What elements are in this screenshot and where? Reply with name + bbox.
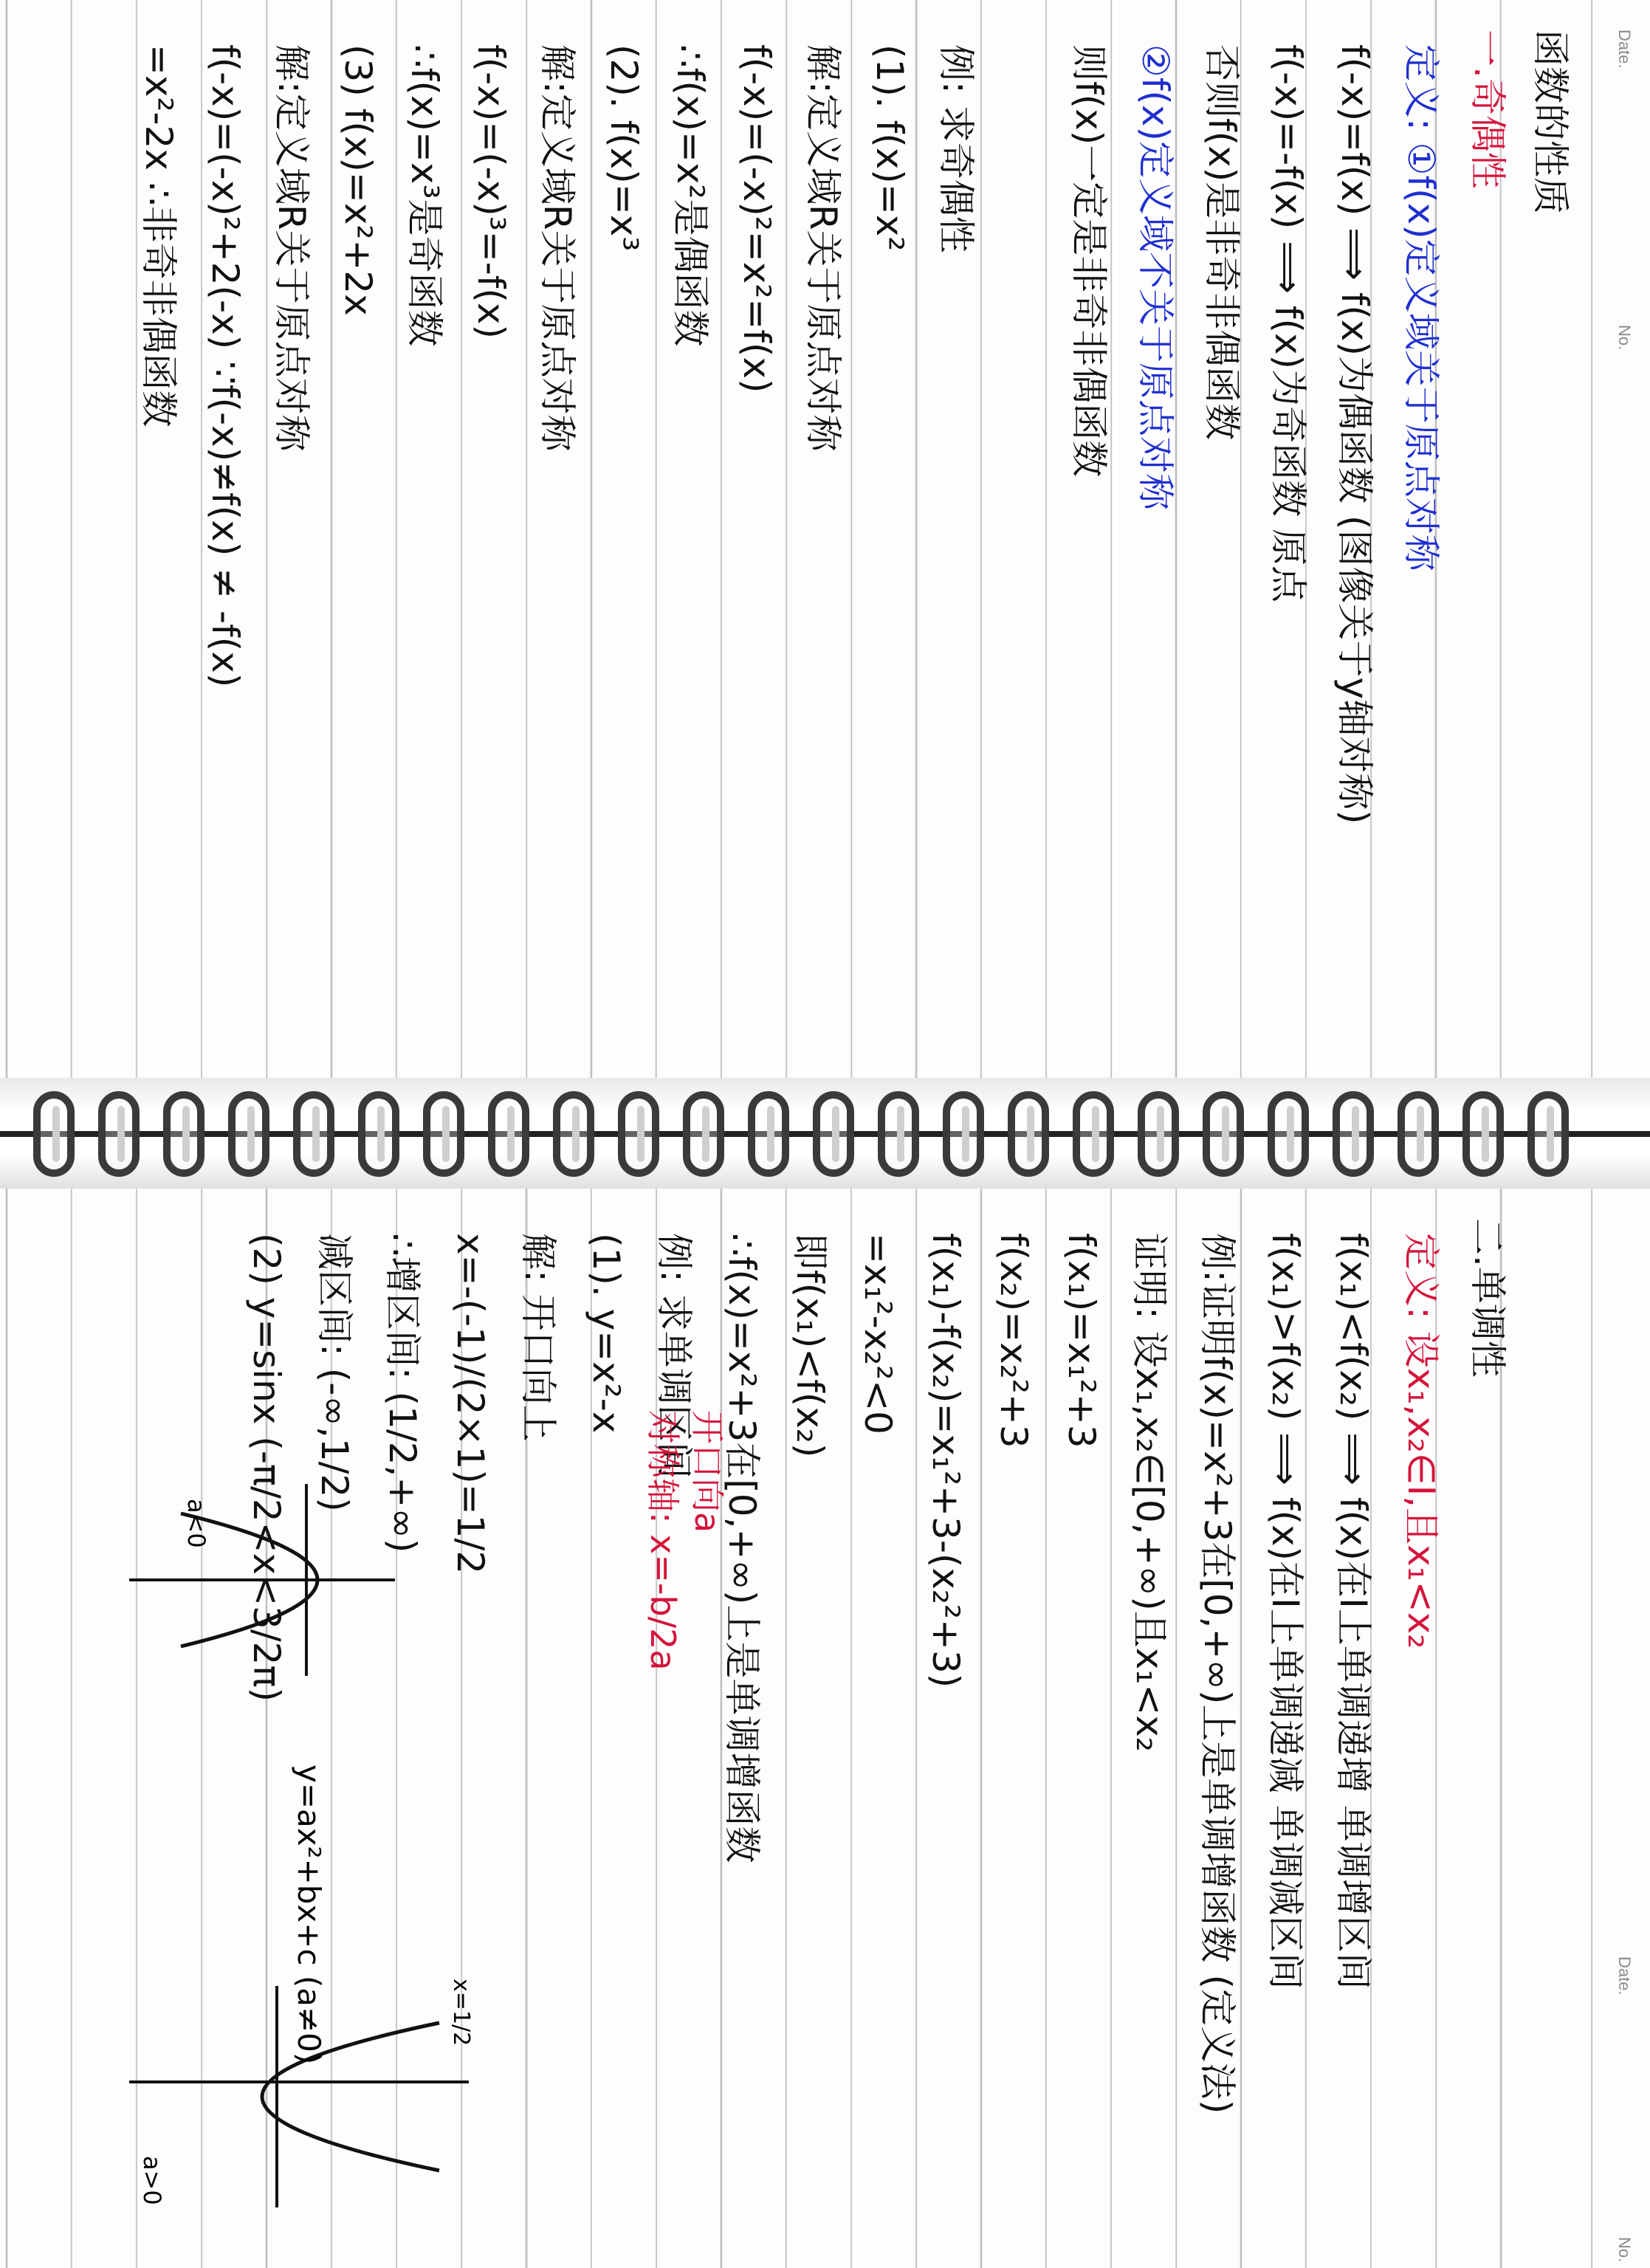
right-page [0,1189,1650,2268]
axis-note-2: 对称轴: x=-b/2a [643,1410,683,1671]
note-line: f(x₁)=x₁²+3 [1060,1233,1103,1449]
section-heading-monotonic: 二.单调性 [1466,1218,1509,1378]
binding-ring [1333,1091,1374,1177]
note-line: (2). f(x)=x³ [602,44,645,252]
parabola-sketch-open-down [114,1469,424,1691]
axis-note-1: 开口向a [687,1410,727,1533]
note-line: 否则f(x)是非奇非偶函数 [1200,44,1243,441]
note-line: 定义: 设x₁,x₂∈I,且x₁<x₂ [1400,1233,1443,1649]
note-line: ∴f(x)=x²+3在[0,+∞)上是单调增函数 [721,1233,763,1863]
note-line: f(-x)=-f(x) ⟹ f(x)为奇函数 原点 [1267,44,1310,602]
note-line: 解:定义域R关于原点对称 [536,44,579,452]
binding-ring [1073,1091,1114,1177]
spiral-binding [0,1078,1650,1189]
sketch-label-a-pos: a>0 [138,2156,166,2205]
binding-ring [488,1091,529,1177]
binding-ring [1527,1091,1569,1177]
note-line: ∴增区间: (1/2,+∞) [381,1233,424,1553]
note-line: 解:定义域R关于原点对称 [802,44,845,452]
note-line: (2) y=sinx (-π/2<x<3/2π) [245,1233,288,1702]
sketch-vertex-x: x=1/2 [448,1979,474,2047]
note-line: 定义: ①f(x)定义域关于原点对称 [1400,44,1443,571]
note-line: f(-x)=f(x) ⟹ f(x)为偶函数 (图像关于y轴对称) [1333,44,1376,825]
note-line: (1). f(x)=x² [868,44,911,252]
binding-ring [1138,1091,1179,1177]
binding-ring [358,1091,399,1177]
note-line: ∴f(x)=x³是奇函数 [403,44,446,347]
binding-ring [748,1091,789,1177]
binding-ring [1203,1091,1244,1177]
quad-general-form: y=ax²+bx+c (a≠0) [291,1764,327,2065]
note-line: 则f(x)一定是非奇非偶函数 [1068,44,1110,478]
note-line: x=-(-1)/(2×1)=1/2 [449,1233,492,1575]
note-line: f(x₁)<f(x₂) ⟹ f(x)在I上单调递增 单调增区间 [1332,1233,1375,1990]
note-line: 例: 求单调区间 [653,1233,695,1479]
binding-ring [1008,1091,1049,1177]
section-heading-parity: 一.奇偶性 [1466,30,1509,189]
note-line: 减区间: (-∞,1/2) [313,1233,356,1512]
note-line: f(x₂)=x₂²+3 [992,1233,1035,1449]
note-line: =x²-2x ∴非奇非偶函数 [137,44,180,427]
note-line: 即f(x₁)<f(x₂) [788,1233,831,1458]
page-title: 函数的性质 [1529,30,1572,214]
note-line: (3) f(x)=x²+2x [337,44,379,316]
note-line: f(x₁)-f(x₂)=x₁²+3-(x₂²+3) [924,1233,967,1688]
binding-ring [813,1091,854,1177]
no-label: No. [1615,325,1634,351]
binding-ring [618,1091,659,1177]
note-line: ∴f(x)=x²是偶函数 [669,44,712,347]
date-label-right: Date. [1615,1956,1634,1996]
note-line: 解: 开口向上 [517,1233,560,1442]
binding-ring [1268,1091,1309,1177]
note-line: f(-x)=(-x)²=x²=f(x) [735,44,778,394]
binding-ring [163,1091,204,1177]
binding-ring [33,1091,75,1177]
note-line: =x₁²-x₂²<0 [856,1233,899,1434]
binding-ring [228,1091,269,1177]
binding-ring [683,1091,724,1177]
date-label: Date. [1615,30,1634,69]
no-label-right: No. [1615,2237,1634,2263]
sketch-label-a-neg: a<0 [182,1499,210,1548]
binding-ring [553,1091,594,1177]
binding-ring [423,1091,464,1177]
note-line: f(x₁)>f(x₂) ⟹ f(x)在I上单调递减 单调减区间 [1264,1233,1307,1990]
binding-ring [1398,1091,1439,1177]
note-line: f(-x)=(-x)²+2(-x) ∵f(-x)≠f(x) ≠ -f(x) [204,44,247,688]
note-line: 例: 求奇偶性 [935,44,977,253]
binding-ring [878,1091,919,1177]
note-line: 证明: 设x₁,x₂∈[0,+∞)且x₁<x₂ [1128,1233,1171,1752]
note-line: f(-x)=(-x)³=-f(x) [470,44,512,339]
left-page [0,0,1650,1078]
note-line: 例:证明f(x)=x²+3在[0,+∞)上是单调增函数 (定义法) [1196,1233,1239,2114]
note-line: ②f(x)定义域不关于原点对称 [1134,44,1177,511]
binding-ring [1462,1091,1504,1177]
note-line: 解:定义域R关于原点对称 [270,44,313,452]
binding-ring [293,1091,334,1177]
note-line: (1). y=x²-x [585,1233,628,1434]
binding-ring [943,1091,984,1177]
binding-ring [98,1091,140,1177]
